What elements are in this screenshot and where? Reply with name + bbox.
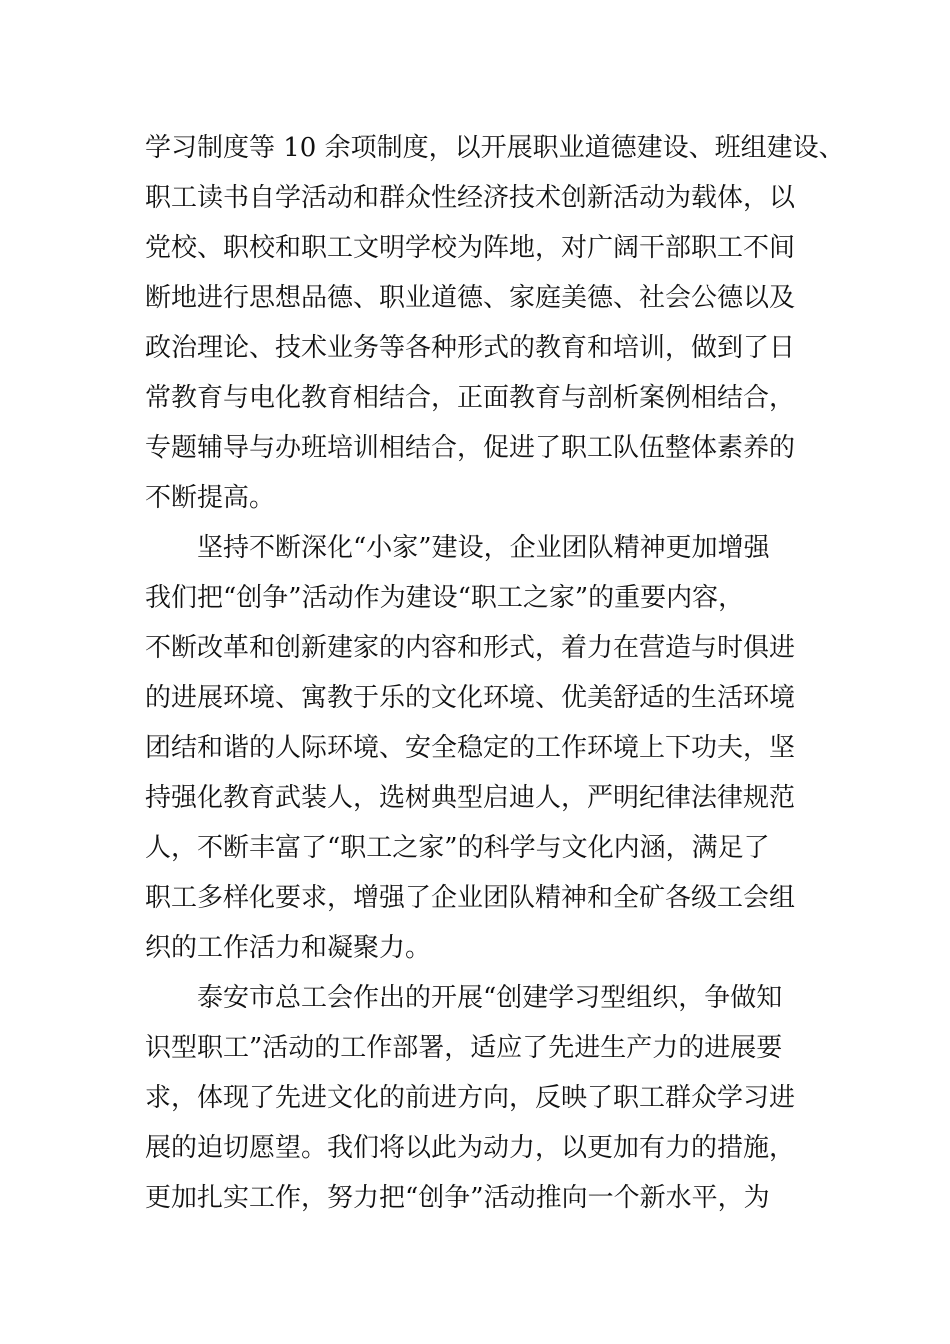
text-line: 职工读书自学活动和群众性经济技术创新活动为载体，以 [145, 183, 796, 213]
text-line: 团结和谐的人际环境、安全稳定的工作环境上下功夫，坚 [145, 733, 796, 763]
text-line: 识型职工”活动的工作部署，适应了先进生产力的进展要 [145, 1033, 783, 1063]
text-line: 断地进行思想品德、职业道德、家庭美德、社会公德以及 [145, 283, 796, 313]
text-line: 党校、职校和职工文明学校为阵地，对广阔干部职工不间 [145, 233, 796, 263]
text-line: 政治理论、技术业务等各种形式的教育和培训，做到了日 [145, 333, 796, 363]
text-line: 更加扎实工作，努力把“创争”活动推向一个新水平，为 [145, 1183, 770, 1213]
text-line: 的进展环境、寓教于乐的文化环境、优美舒适的生活环境 [145, 683, 796, 713]
text-line: 专题辅导与办班培训相结合，促进了职工队伍整体素养的 [145, 433, 796, 463]
text-line: 常教育与电化教育相结合，正面教育与剖析案例相结合， [145, 383, 796, 413]
text-line: 职工多样化要求，增强了企业团队精神和全矿各级工会组 [145, 883, 796, 913]
text-line: 求，体现了先进文化的前进方向，反映了职工群众学习进 [145, 1083, 796, 1113]
text-line: 坚持不断深化“小家”建设，企业团队精神更加增强 [197, 533, 770, 563]
text-line: 学习制度等 10 余项制度，以开展职业道德建设、班组建设、 [145, 133, 845, 163]
text-line: 展的迫切愿望。我们将以此为动力，以更加有力的措施， [145, 1133, 796, 1163]
text-line: 人，不断丰富了“职工之家”的科学与文化内涵，满足了 [145, 833, 770, 863]
text-line: 我们把“创争”活动作为建设“职工之家”的重要内容， [145, 583, 745, 613]
text-line: 不断改革和创新建家的内容和形式，着力在营造与时俱进 [145, 633, 796, 663]
text-line: 泰安市总工会作出的开展“创建学习型组织，争做知 [197, 983, 783, 1013]
text-line: 织的工作活力和凝聚力。 [145, 933, 432, 963]
text-line: 持强化教育武装人，选树典型启迪人，严明纪律法律规范 [145, 783, 796, 813]
text-line: 不断提高。 [145, 483, 276, 513]
